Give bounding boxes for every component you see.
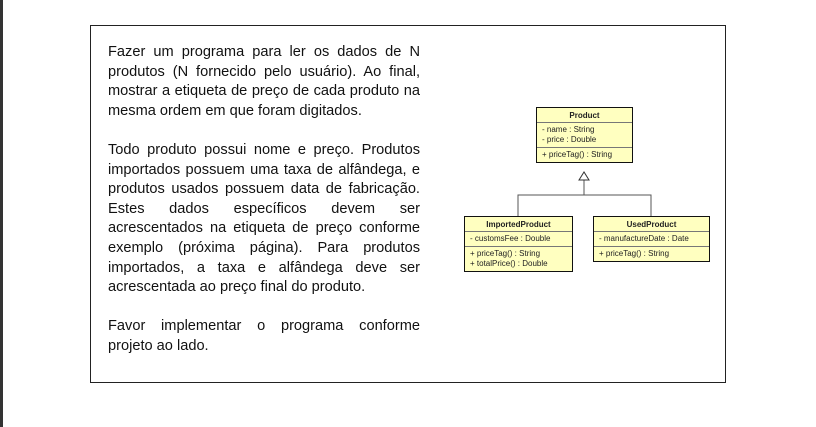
text-line: Estes dados específicos devem ser	[108, 200, 420, 217]
text-line: exemplo (próxima página). Para produtos	[108, 239, 420, 256]
text-line: Todo produto possui nome e preço. Produtos	[108, 141, 420, 158]
text-line: produtos (N fornecido pelo usuário). Ao final,	[108, 63, 420, 80]
text-line: mostrar a etiqueta de preço de cada produto na	[108, 83, 420, 100]
class-product: Product - name : String - price : Double + priceTag() : String	[536, 107, 633, 163]
text-line: projeto ao lado.	[108, 337, 209, 354]
class-imported-product: ImportedProduct - customsFee : Double + priceTag() : String + totalPrice() : Double	[464, 216, 573, 272]
text-line: acrescentada ao preço final do produto.	[108, 279, 366, 296]
text-line: importados possuem uma taxa de alfândega, e	[108, 161, 420, 178]
text-line: mesma ordem em que foram digitados.	[108, 102, 362, 119]
text-line: importados, a taxa e alfândega deve ser	[108, 259, 420, 276]
text-line: acrescentados na etiqueta de preço conforme	[108, 220, 420, 237]
text-line: Fazer um programa para ler os dados de N	[108, 44, 420, 60]
class-used-product: UsedProduct - manufactureDate : Date + priceTag() : String	[593, 216, 710, 262]
inheritance-arrow-icon	[579, 172, 589, 180]
text-line: produtos usados possuem data de fabricação.	[108, 181, 420, 198]
text-line: Favor implementar o programa conforme	[108, 318, 420, 335]
